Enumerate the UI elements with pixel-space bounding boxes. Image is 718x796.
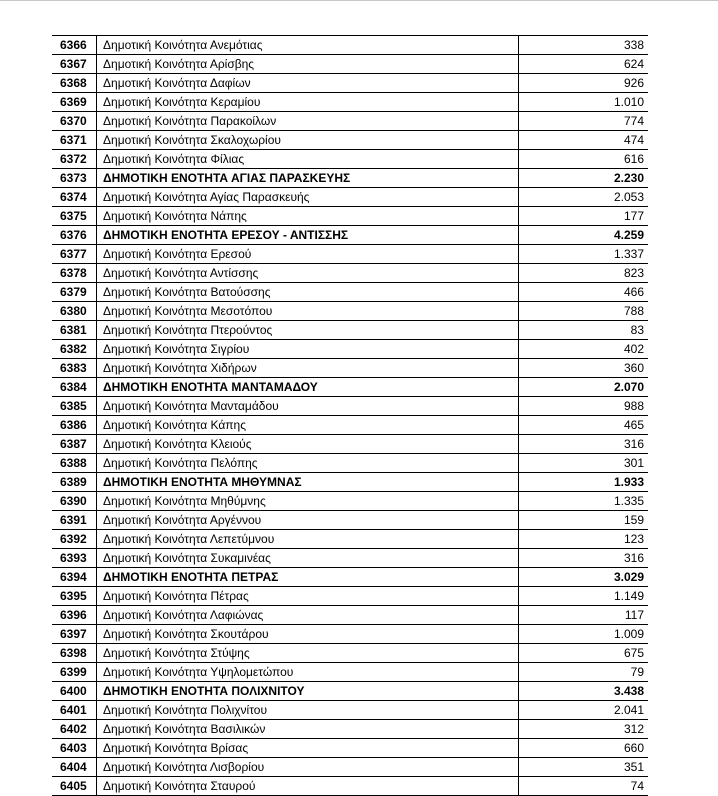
row-value: 3.438 [613, 684, 644, 698]
table-row [52, 587, 648, 606]
table-row [52, 150, 648, 169]
row-value: 988 [623, 399, 644, 413]
row-code: 6403 [60, 741, 87, 755]
row-value: 2.070 [613, 380, 644, 394]
row-name: Δημοτική Κοινότητα Πτερούντος [103, 323, 273, 337]
row-code: 6368 [60, 76, 87, 90]
row-code: 6399 [60, 665, 87, 679]
row-name: Δημοτική Κοινότητα Στύψης [103, 646, 250, 660]
table-row [52, 245, 648, 264]
table-row [52, 739, 648, 758]
row-code: 6377 [60, 247, 87, 261]
row-value: 2.053 [613, 190, 644, 204]
row-name: Δημοτική Κοινότητα Συκαμινέας [103, 551, 271, 565]
table-row [52, 758, 648, 777]
table-row [52, 36, 648, 55]
table-row [52, 302, 648, 321]
row-name: Δημοτική Κοινότητα Αγίας Παρασκευής [103, 190, 310, 204]
row-name: Δημοτική Κοινότητα Αρίσβης [103, 57, 255, 71]
row-value: 3.029 [613, 570, 644, 584]
table-row [52, 701, 648, 720]
table-row [52, 492, 648, 511]
table-row [52, 283, 648, 302]
row-code: 6379 [60, 285, 87, 299]
row-code: 6397 [60, 627, 87, 641]
row-code: 6371 [60, 133, 87, 147]
table-row [52, 264, 648, 283]
page-top-border [0, 0, 718, 1]
table-row [52, 188, 648, 207]
row-code: 6367 [60, 57, 87, 71]
row-code: 6384 [60, 380, 87, 394]
row-value: 79 [630, 665, 644, 679]
row-name: Δημοτική Κοινότητα Κάπης [103, 418, 247, 432]
row-value: 74 [630, 779, 644, 793]
row-name: ΔΗΜΟΤΙΚΗ ΕΝΟΤΗΤΑ ΕΡΕΣΟΥ - ΑΝΤΙΣΣΗΣ [103, 228, 349, 242]
row-name: ΔΗΜΟΤΙΚΗ ΕΝΟΤΗΤΑ ΜΗΘΥΜΝΑΣ [103, 475, 302, 489]
row-code: 6378 [60, 266, 87, 280]
row-value: 301 [623, 456, 644, 470]
row-code: 6405 [60, 779, 87, 793]
row-code: 6383 [60, 361, 87, 375]
row-value: 926 [623, 76, 644, 90]
row-name: Δημοτική Κοινότητα Παρακοίλων [103, 114, 277, 128]
row-value: 316 [623, 437, 644, 451]
row-code: 6400 [60, 684, 87, 698]
row-value: 338 [623, 38, 644, 52]
table-row [52, 644, 648, 663]
row-code: 6388 [60, 456, 87, 470]
row-value: 159 [623, 513, 644, 527]
row-name: Δημοτική Κοινότητα Νάπης [103, 209, 247, 223]
row-value: 351 [623, 760, 644, 774]
row-value: 2.041 [613, 703, 644, 717]
row-value: 675 [623, 646, 644, 660]
table-row [52, 112, 648, 131]
table-row [52, 530, 648, 549]
table-row [52, 511, 648, 530]
row-value: 312 [623, 722, 644, 736]
row-name: ΔΗΜΟΤΙΚΗ ΕΝΟΤΗΤΑ ΠΕΤΡΑΣ [103, 570, 279, 584]
row-value: 1.009 [613, 627, 644, 641]
row-value: 4.259 [613, 228, 644, 242]
table-row [52, 416, 648, 435]
row-value: 616 [623, 152, 644, 166]
row-value: 177 [623, 209, 644, 223]
row-name: Δημοτική Κοινότητα Πέτρας [103, 589, 249, 603]
row-name: Δημοτική Κοινότητα Κλειούς [103, 437, 252, 451]
row-code: 6398 [60, 646, 87, 660]
table-row [52, 359, 648, 378]
row-code: 6385 [60, 399, 87, 413]
row-value: 823 [623, 266, 644, 280]
row-name: Δημοτική Κοινότητα Ανεμότιας [103, 38, 263, 52]
row-code: 6402 [60, 722, 87, 736]
row-code: 6404 [60, 760, 87, 774]
row-code: 6376 [60, 228, 87, 242]
row-value: 1.335 [613, 494, 644, 508]
row-code: 6372 [60, 152, 87, 166]
row-name: Δημοτική Κοινότητα Μηθύμνης [103, 494, 266, 508]
row-value: 402 [623, 342, 644, 356]
row-value: 660 [623, 741, 644, 755]
row-code: 6387 [60, 437, 87, 451]
row-name: Δημοτική Κοινότητα Αντίσσης [103, 266, 259, 280]
row-value: 624 [623, 57, 644, 71]
row-code: 6401 [60, 703, 87, 717]
table-row [52, 131, 648, 150]
table-row [52, 207, 648, 226]
row-value: 1.010 [613, 95, 644, 109]
row-name: Δημοτική Κοινότητα Αργέννου [103, 513, 262, 527]
row-code: 6366 [60, 38, 87, 52]
row-value: 117 [624, 608, 644, 622]
table-row [52, 93, 648, 112]
table-row [52, 454, 648, 473]
row-name: Δημοτική Κοινότητα Λεπετύμνου [103, 532, 275, 546]
row-code: 6374 [60, 190, 87, 204]
row-code: 6380 [60, 304, 87, 318]
row-code: 6390 [60, 494, 87, 508]
row-code: 6393 [60, 551, 87, 565]
table-row [52, 720, 648, 739]
row-value: 2.230 [613, 171, 644, 185]
row-name: ΔΗΜΟΤΙΚΗ ΕΝΟΤΗΤΑ ΜΑΝΤΑΜΑΔΟΥ [103, 380, 318, 394]
row-code: 6395 [60, 589, 87, 603]
row-name: Δημοτική Κοινότητα Χιδήρων [103, 361, 257, 375]
table-row-municipal-unit [52, 568, 648, 587]
table-row-municipal-unit [52, 378, 648, 397]
row-name: Δημοτική Κοινότητα Λισβορίου [103, 760, 265, 774]
row-name: Δημοτική Κοινότητα Μεσοτόπου [103, 304, 273, 318]
table-row [52, 435, 648, 454]
row-code: 6391 [60, 513, 87, 527]
row-name: Δημοτική Κοινότητα Ερεσού [103, 247, 252, 261]
table-row-municipal-unit [52, 473, 648, 492]
table-row [52, 663, 648, 682]
table-row [52, 777, 648, 796]
row-name: Δημοτική Κοινότητα Βασιλικών [103, 722, 266, 736]
row-code: 6375 [60, 209, 87, 223]
row-value: 360 [623, 361, 644, 375]
row-name: Δημοτική Κοινότητα Βατούσσης [103, 285, 271, 299]
row-value: 466 [623, 285, 644, 299]
row-code: 6381 [60, 323, 87, 337]
row-value: 123 [623, 532, 644, 546]
row-name: Δημοτική Κοινότητα Πελόπης [103, 456, 258, 470]
row-name: Δημοτική Κοινότητα Μανταμάδου [103, 399, 279, 413]
table-row-municipal-unit [52, 169, 648, 188]
table-row [52, 321, 648, 340]
row-name: Δημοτική Κοινότητα Σκουτάρου [103, 627, 269, 641]
table-row-municipal-unit [52, 226, 648, 245]
row-code: 6370 [60, 114, 87, 128]
table-row [52, 606, 648, 625]
row-value: 83 [630, 323, 644, 337]
row-value: 1.933 [613, 475, 644, 489]
row-name: Δημοτική Κοινότητα Λαφιώνας [103, 608, 264, 622]
row-name: Δημοτική Κοινότητα Σκαλοχωρίου [103, 133, 281, 147]
row-code: 6373 [60, 171, 87, 185]
row-name: ΔΗΜΟΤΙΚΗ ΕΝΟΤΗΤΑ ΑΓΙΑΣ ΠΑΡΑΣΚΕΥΗΣ [103, 171, 351, 185]
row-code: 6369 [60, 95, 87, 109]
table-row-municipal-unit [52, 682, 648, 701]
table-row [52, 340, 648, 359]
row-code: 6382 [60, 342, 87, 356]
table-row [52, 397, 648, 416]
row-value: 774 [623, 114, 644, 128]
table-row [52, 625, 648, 644]
row-value: 316 [623, 551, 644, 565]
population-table [52, 35, 648, 796]
row-name: ΔΗΜΟΤΙΚΗ ΕΝΟΤΗΤΑ ΠΟΛΙΧΝΙΤΟΥ [103, 684, 305, 698]
row-name: Δημοτική Κοινότητα Πολιχνίτου [103, 703, 268, 717]
table-row [52, 55, 648, 74]
row-value: 465 [623, 418, 644, 432]
row-code: 6386 [60, 418, 87, 432]
row-name: Δημοτική Κοινότητα Σταυρού [103, 779, 256, 793]
row-name: Δημοτική Κοινότητα Σιγρίου [103, 342, 250, 356]
row-value: 1.337 [613, 247, 644, 261]
row-code: 6389 [60, 475, 87, 489]
row-name: Δημοτική Κοινότητα Βρίσας [103, 741, 249, 755]
table-row [52, 74, 648, 93]
row-code: 6396 [60, 608, 87, 622]
row-value: 474 [623, 133, 644, 147]
row-name: Δημοτική Κοινότητα Κεραμίου [103, 95, 261, 109]
row-name: Δημοτική Κοινότητα Δαφίων [103, 76, 251, 90]
row-value: 788 [623, 304, 644, 318]
row-name: Δημοτική Κοινότητα Υψηλομετώπου [103, 665, 294, 679]
row-code: 6392 [60, 532, 87, 546]
table-row [52, 549, 648, 568]
row-name: Δημοτική Κοινότητα Φίλιας [103, 152, 245, 166]
row-code: 6394 [60, 570, 87, 584]
row-value: 1.149 [613, 589, 644, 603]
